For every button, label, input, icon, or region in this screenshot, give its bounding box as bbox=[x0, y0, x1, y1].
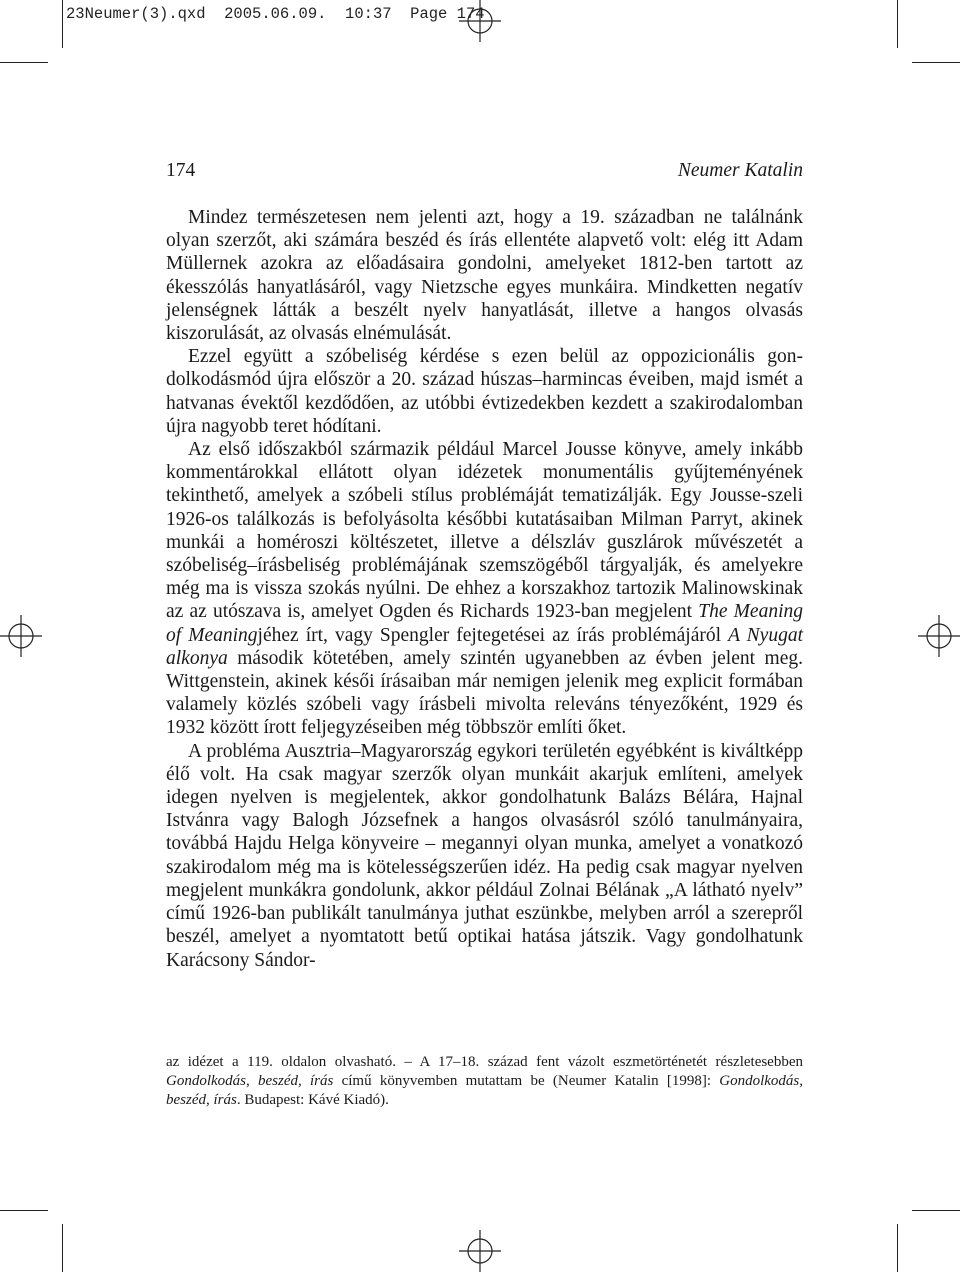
paragraph: Mindez természetesen nem jelenti azt, hogy a 19. században ne találnánk olyan szerzőt, aki számára beszéd és írás ellentéte alapvető volt: elég itt Adam Müllernek azokra az előadásaira gondolni, amelyeket 1812-ben tartott az ékesszólás hanyatlásáról, vagy Nietzsche egyes munkáira. Mindketten negatív jelenségnek látták a beszélt nyelv hanyatlását, illetve a hangos olvasás kiszorulását, az olvasás elnémulását. bbox=[166, 207, 803, 345]
crop-mark bbox=[912, 1210, 960, 1211]
crop-mark bbox=[912, 62, 960, 63]
crop-mark bbox=[62, 1224, 63, 1272]
paragraph: Az első időszakból származik például Marcel Jousse könyve, amely inkább kommentárokkal ellátott olyan idézetek monumentális gyűjteményének tekinthető, amelyek a szóbeli stílus problémáját tematizálják. Egy Jousse-szeli 1926-os találkozás is befolyásolta későbbi kutatásaiban Milman Parryt, akinek munkái a homéroszi költészetet, illetve a délszláv guszlárok művészetét a szóbeliség–írásbeliség problémájának szemszögéből tárgyalják, és amelyekre még ma is vissza szokás nyúlni. De ehhez a korszakhoz tartozik Malinowskinak az az utószava is, amelyet Ogden és Richards 1923-ban megjelent The Meaning of Meaningjéhez írt, vagy Spengler fejtegetései az írás problémájáról A Nyugat alkonya második kötetében, amely szintén ugyanebben az évben jelent meg. Wittgenstein, akinek késői írásaiban már nemigen jelenik meg explicit formában valamely közlés szóbeli vagy írásbeli mivolta releváns tényezőként, 1929 és 1932 között írott feljegyzéseiben még többször említi őket. bbox=[166, 439, 803, 739]
italic-title: A Nyugat alkonya bbox=[166, 624, 803, 669]
running-head-author: Neumer Katalin bbox=[677, 160, 803, 181]
paragraph: Ezzel együtt a szóbeliség kérdése s ezen belül az oppozicionális gondolkodásmód újra először a 20. század húszas–harmincas éveiben, majd ismét a hatvanas évektől kezdődően, az utóbbi évtizedekben kezdett a szakirodalomban újra nagyobb teret hódítani. bbox=[166, 346, 803, 437]
registration-mark-icon bbox=[459, 0, 501, 42]
footnote: az idézet a 119. oldalon olvasható. – A 17–18. század fent vázolt eszmetörténetét részletesebben Gondolkodás, beszéd, írás című könyvemben mutattam be (Neumer Katalin [1998]: Gondolkodás, beszéd, írás. Budapest: Kávé Kiadó). bbox=[166, 1054, 804, 1108]
paragraph: A probléma Ausztria–Magyarország egykori területén egyébként is kiváltképp élő volt. Ha csak magyar szerzők olyan munkáit akarjuk említeni, amelyek idegen nyelven is megjelentek, akkor gondolhatunk Balázs Bélára, Hajnal Istvánra vagy Balogh Józsefnek a hangos olvasásról szóló tanulmányaira, továbbá Hajdu Helga könyveire – megannyi olyan munka, amelyet a vonatkozó szakirodalom még ma is kötelességszerűen idéz. Ha pedig csak magyar nyelven megjelent munkákra gondolunk, akkor például Zolnai Bélának „A látható nyelv” című 1926-ban publikált tanulmánya juthat eszünkbe, melyben arról a szerepről beszél, amelyet a nyomtatott betű optikai hatása játszik. Vagy gondolhatunk Karácsony Sándor- bbox=[166, 740, 803, 971]
italic-title: Gondolkodás, beszéd, írás bbox=[166, 1073, 804, 1108]
running-head bbox=[166, 160, 803, 186]
registration-mark-icon bbox=[0, 615, 42, 657]
crop-mark bbox=[897, 1224, 898, 1272]
crop-mark bbox=[0, 1210, 48, 1211]
page-number: 174 bbox=[166, 160, 196, 181]
italic-title: The Meaning of Meaning bbox=[166, 601, 803, 646]
italic-title: Gondolkodás, beszéd, írás bbox=[166, 1073, 334, 1089]
registration-mark-icon bbox=[459, 1230, 501, 1272]
registration-mark-icon bbox=[918, 615, 960, 657]
crop-mark bbox=[0, 62, 48, 63]
crop-mark bbox=[62, 0, 63, 48]
body-text bbox=[166, 206, 803, 972]
printer-slug: 23Neumer(3).qxd 2005.06.09. 10:37 Page 174 bbox=[66, 5, 485, 23]
crop-mark bbox=[897, 0, 898, 48]
footnote-area bbox=[166, 1053, 803, 1110]
